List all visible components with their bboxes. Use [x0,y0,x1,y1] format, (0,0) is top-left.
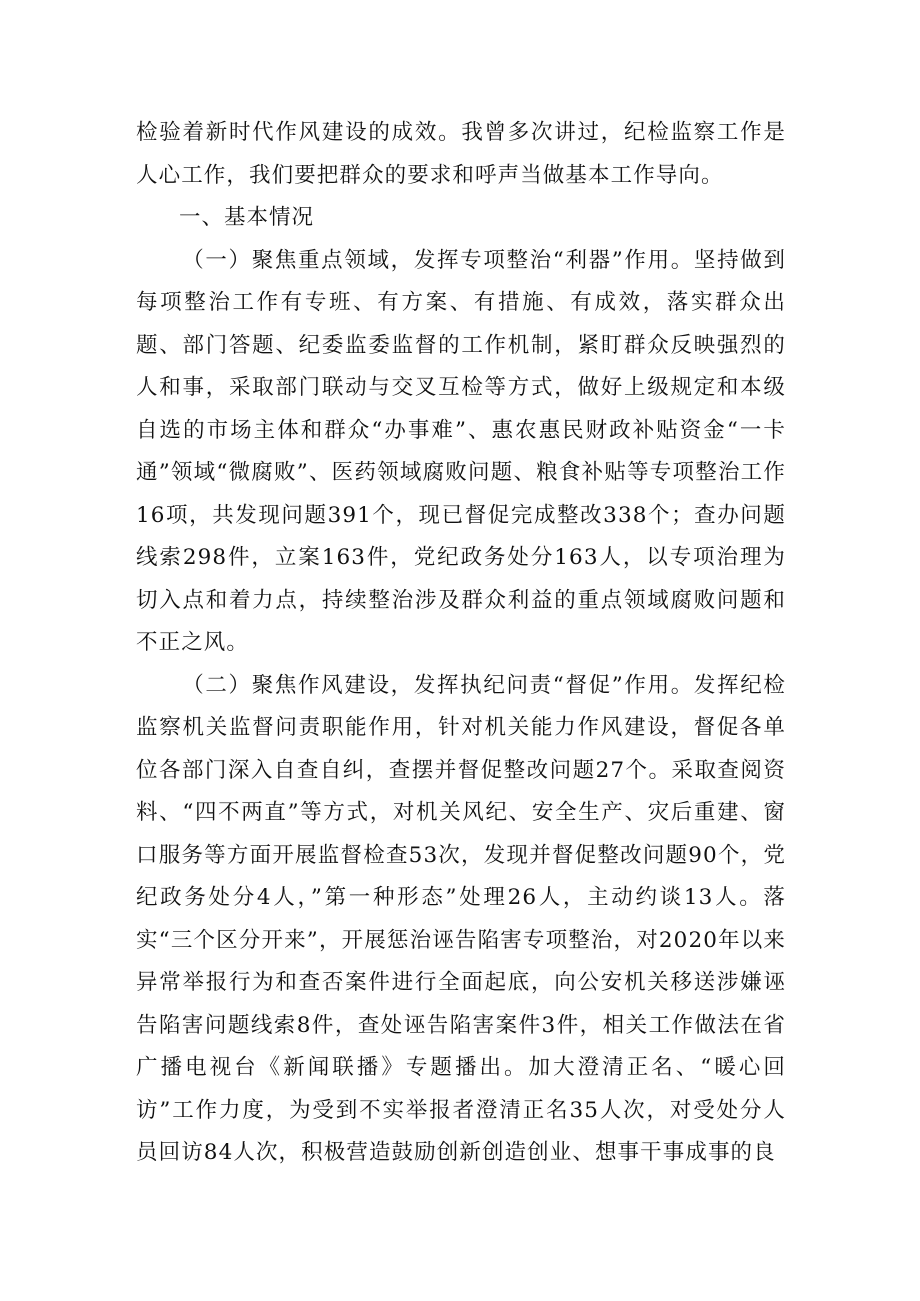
paragraph-focus-key-areas: （一）聚焦重点领域，发挥专项整治“利器”作用。坚持做到每项整治工作有专班、有方案、有措施、有成效，落实群众出题、部门答题、纪委监委监督的工作机制，紧盯群众反映强烈的人和事，采取部门联动与交叉互检等方式，做好上级规定和本级自选的市场主体和群众“办事难”、惠农惠民财政补贴资金“一卡通”领域“微腐败”、医药领域腐败问题、粮食补贴等专项整治工作16项，共发现问题391个，现已督促完成整改338个；查办问题线索298件，立案163件，党纪政务处分163人，以专项治理为切入点和着力点，持续整治涉及群众利益的重点领域腐败问题和不正之风。 [136,247,786,655]
paragraph-continuation: 检验着新时代作风建设的成效。我曾多次讲过，纪检监察工作是人心工作，我们要把群众的要求和呼声当做基本工作导向。 [136,120,786,188]
paragraph-focus-work-style: （二）聚焦作风建设，发挥执纪问责“督促”作用。发挥纪检监察机关监督问责职能作用，针对机关能力作风建设，督促各单位各部门深入自查自纠，查摆并督促整改问题27个。采取查阅资料、“四不两直”等方式，对机关风纪、安全生产、灾后重建、窗口服务等方面开展监督检查53次，发现并督促整改问题90个，党纪政务处分4人，”第一种形态”处理26人，主动约谈13人。落实“三个区分开来”，开展惩治诬告陷害专项整治，对2020年以来异常举报行为和查否案件进行全面起底，向公安机关移送涉嫌诬告陷害问题线索8件，查处诬告陷害案件3件，相关工作做法在省广播电视台《新闻联播》专题播出。加大澄清正名、“暖心回访”工作力度，为受到不实举报者澄清正名35人次，对受处分人员回访84人次，积极营造鼓励创新创造创业、想事干事成事的良 [136,672,786,1165]
document-body [136,112,786,1175]
section-heading-basic-situation: 一、基本情况 [179,205,315,230]
